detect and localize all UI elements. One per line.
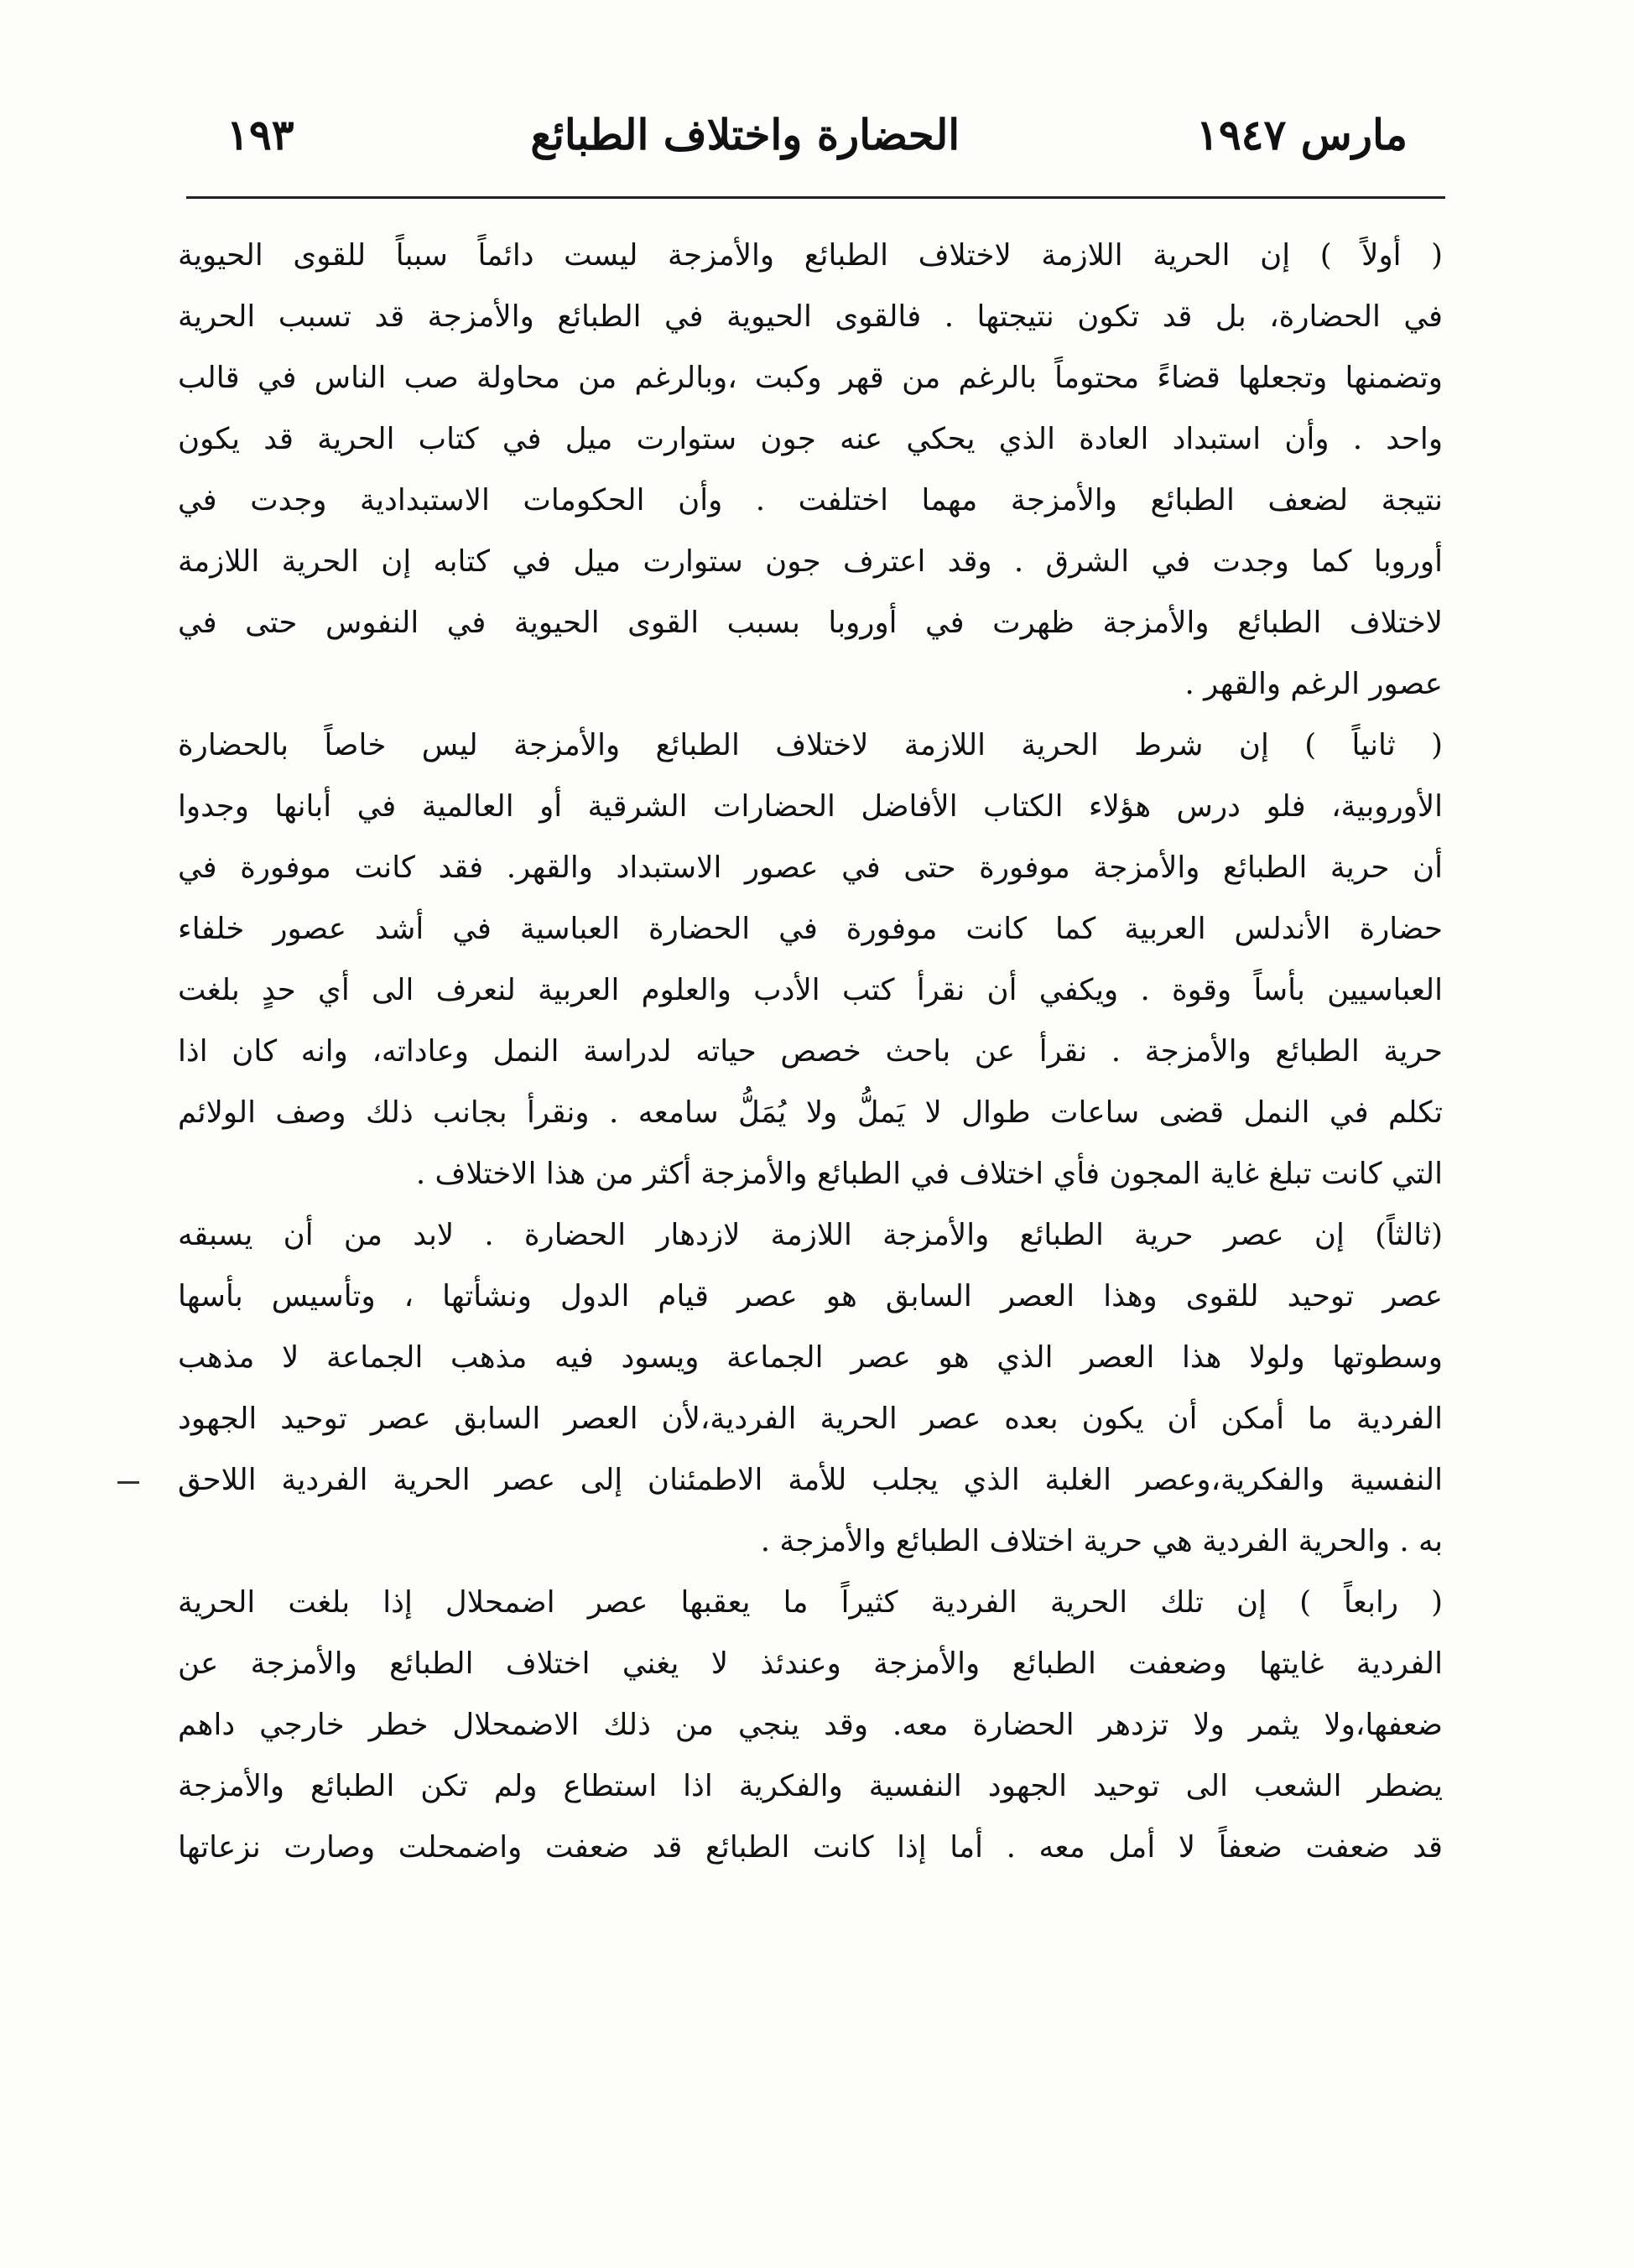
- text-line: حضارة الأندلس العربية كما كانت موفورة في الحضارة العباسية في أشد عصور خلفاء: [178, 912, 1443, 946]
- header-date: مارس ١٩٤٧: [1195, 109, 1408, 159]
- text-line: به . والحرية الفردية هي حرية اختلاف الطبائع والأمزجة .: [760, 1524, 1443, 1558]
- page-number: ١٩٣: [226, 109, 294, 159]
- text-line: لاختلاف الطبائع والأمزجة ظهرت في أوروبا بسبب القوى الحيوية في النفوس حتى في: [178, 606, 1443, 640]
- header-rule: [186, 196, 1445, 199]
- text-line: ( رابعاً ) إن تلك الحرية الفردية كثيراً ما يعقبها عصر اضمحلال إذا بلغت الحرية: [178, 1585, 1443, 1620]
- paragraph-fourth: [178, 1572, 1443, 1878]
- text-line: عصور الرغم والقهر .: [1184, 667, 1443, 701]
- paragraph-first: [178, 225, 1443, 715]
- text-line: وسطوتها ولولا هذا العصر الذي هو عصر الجماعة ويسود فيه مذهب الجماعة لا مذهب: [178, 1340, 1443, 1375]
- text-line: وتضمنها وتجعلها قضاءً محتوماً بالرغم من قهر وكبت ،وبالرغم من محاولة صب الناس في قالب: [178, 361, 1443, 395]
- text-line: الفردية ما أمكن أن يكون بعده عصر الحرية الفردية،لأن العصر السابق عصر توحيد الجهود: [178, 1402, 1443, 1436]
- text-line: الأوروبية، فلو درس هؤلاء الكتاب الأفاضل الحضارات الشرقية أو العالمية في أبانها وجدوا: [178, 789, 1443, 824]
- text-line: يضطر الشعب الى توحيد الجهود النفسية والفكرية اذا استطاع ولم تكن الطبائع والأمزجة: [178, 1769, 1443, 1803]
- paragraph-third: [178, 1204, 1443, 1572]
- text-line: عصر توحيد للقوى وهذا العصر السابق هو عصر قيام الدول ونشأتها ، وتأسيس بأسها: [178, 1279, 1443, 1313]
- page-body: [178, 225, 1443, 2218]
- text-line: ضعفها،ولا يثمر ولا تزدهر الحضارة معه. وقد ينجي من ذلك الاضمحلال خطر خارجي داهم: [178, 1708, 1443, 1742]
- text-line: العباسيين بأساً وقوة . ويكفي أن نقرأ كتب الأدب والعلوم العربية لنعرف الى أي حدٍ بلغت: [178, 973, 1443, 1007]
- text-line: الفردية غايتها وضعفت الطبائع والأمزجة وعندئذ لا يغني اختلاف الطبائع والأمزجة عن: [178, 1646, 1443, 1681]
- paragraph-second: [178, 715, 1443, 1204]
- text-line: التي كانت تبلغ غاية المجون فأي اختلاف في الطبائع والأمزجة أكثر من هذا الاختلاف .: [415, 1157, 1443, 1191]
- text-line: أوروبا كما وجدت في الشرق . وقد اعترف جون ستوارت ميل في كتابه إن الحرية اللازمة: [178, 544, 1443, 579]
- text-line: النفسية والفكرية،وعصر الغلبة الذي يجلب للأمة الاطمئنان إلى عصر الحرية الفردية اللاحق: [178, 1463, 1443, 1497]
- text-line: حرية الطبائع والأمزجة . نقرأ عن باحث خصص حياته لدراسة النمل وعاداته، وانه كان اذا: [178, 1034, 1443, 1069]
- margin-mark: [117, 1481, 139, 1484]
- text-line: تكلم في النمل قضى ساعات طوال لا يَملُّ ولا يُمَلُّ سامعه . ونقرأ بجانب ذلك وصف الولائم: [178, 1095, 1443, 1130]
- text-line: نتيجة لضعف الطبائع والأمزجة مهما اختلفت . وأن الحكومات الاستبدادية وجدت في: [178, 483, 1443, 518]
- header-title: الحضارة واختلاف الطبائع: [530, 109, 960, 159]
- running-header: [226, 101, 1408, 168]
- text-line: ( ثانياً ) إن شرط الحرية اللازمة لاختلاف الطبائع والأمزجة ليس خاصاً بالحضارة: [178, 728, 1443, 762]
- text-line: قد ضعفت ضعفاً لا أمل معه . أما إذا كانت الطبائع قد ضعفت واضمحلت وصارت نزعاتها: [178, 1830, 1443, 1865]
- text-line: ( أولاً ) إن الحرية اللازمة لاختلاف الطبائع والأمزجة ليست دائماً سبباً للقوى الحيوية: [178, 238, 1443, 273]
- text-line: في الحضارة، بل قد تكون نتيجتها . فالقوى الحيوية في الطبائع والأمزجة قد تسبب الحرية: [178, 299, 1443, 334]
- text-line: (ثالثاً) إن عصر حرية الطبائع والأمزجة اللازمة لازدهار الحضارة . لابد من أن يسبقه: [178, 1218, 1443, 1252]
- text-line: واحد . وأن استبداد العادة الذي يحكي عنه جون ستوارت ميل في كتاب الحرية قد يكون: [178, 422, 1443, 456]
- text-line: أن حرية الطبائع والأمزجة موفورة حتى في عصور الاستبداد والقهر. فقد كانت موفورة في: [178, 850, 1443, 885]
